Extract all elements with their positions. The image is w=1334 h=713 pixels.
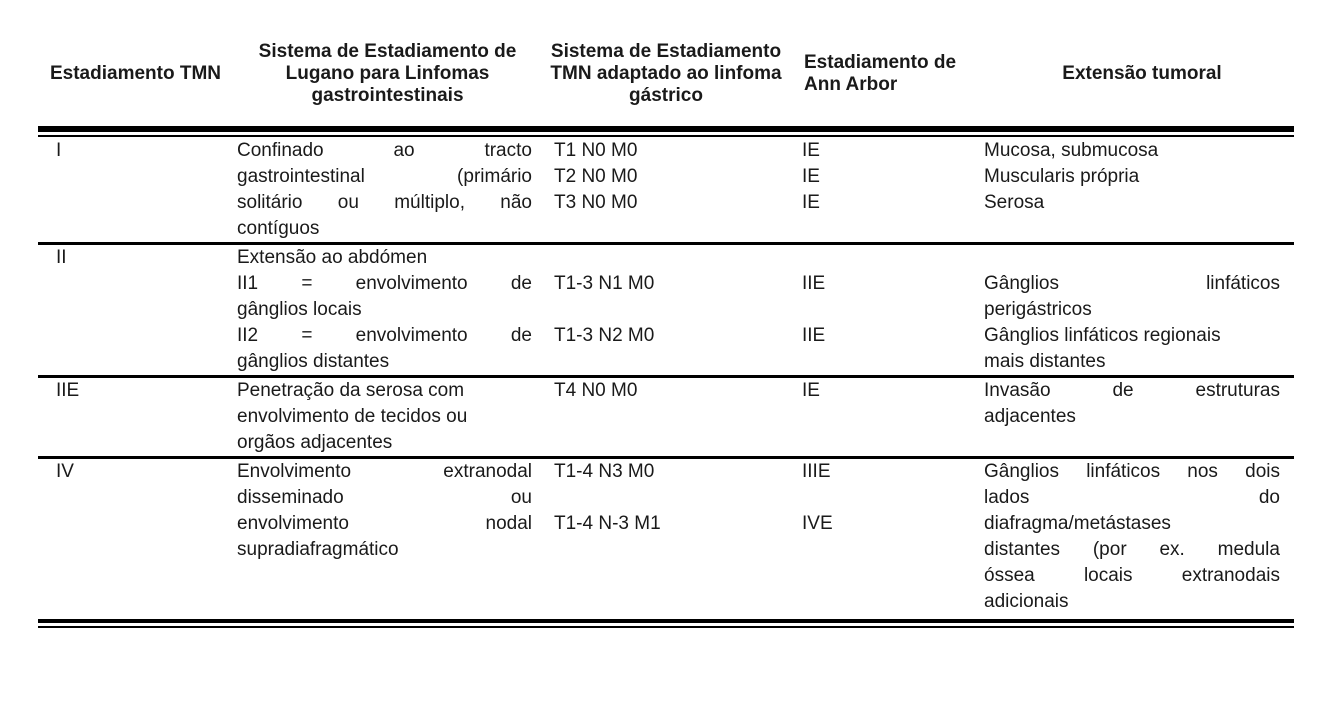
extension-line: Gânglios linfáticos regionais: [984, 325, 1221, 346]
lugano-line: orgãos adjacentes: [237, 432, 393, 453]
lugano-line: Confinado ao tracto: [237, 140, 532, 161]
lugano-line: disseminado ou: [237, 487, 532, 508]
header-ann-arbor: Estadiamento de Ann Arbor: [804, 52, 957, 95]
stage-cell: IIE: [56, 380, 80, 401]
lugano-line: II1 = envolvimento de: [237, 273, 532, 294]
staging-table: [38, 22, 1294, 628]
table-row: [38, 378, 1294, 456]
header-tmn-gastric: Sistema de Estadiamento TMN adaptado ao linfoma gástrico: [550, 41, 782, 106]
lugano-cell: [233, 138, 538, 242]
stage-cell: II: [56, 247, 67, 268]
bottom-rule-thick: [38, 619, 1294, 623]
header-tumor-extension: Extensão tumoral: [1062, 63, 1222, 84]
lugano-line: Penetração da serosa com: [237, 380, 465, 401]
extension-line: óssea locais extranodais: [984, 565, 1280, 586]
extension-line: mais distantes: [984, 351, 1106, 372]
tmn-line: T1-3 N1 M0: [554, 273, 655, 294]
stage-cell: IV: [56, 461, 74, 482]
tmn-cell: [538, 378, 788, 404]
extension-line: Invasão de estruturas: [984, 380, 1280, 401]
lugano-line: contíguos: [237, 218, 320, 239]
tmn-cell: [538, 459, 788, 537]
ann-arbor-cell: [788, 138, 978, 216]
extension-line: adicionais: [984, 591, 1069, 612]
lugano-line: supradiafragmático: [237, 539, 399, 560]
table-header: [38, 22, 1294, 126]
ann-arbor-line: IIIE: [802, 461, 831, 482]
ann-arbor-line: IE: [802, 166, 820, 187]
header-tmn-staging: Estadiamento TMN: [49, 63, 222, 84]
lugano-line: envolvimento nodal: [237, 513, 532, 534]
extension-line: lados do: [984, 487, 1280, 508]
tmn-cell: [538, 138, 788, 216]
extension-line: Serosa: [984, 192, 1045, 213]
extension-line: adjacentes: [984, 406, 1076, 427]
ann-arbor-cell: [788, 378, 978, 404]
lugano-line: solitário ou múltiplo, não: [237, 192, 532, 213]
tmn-line: T1-4 N3 M0: [554, 461, 655, 482]
tmn-line: T1-3 N2 M0: [554, 325, 655, 346]
tmn-cell: [538, 245, 788, 349]
lugano-cell: [233, 378, 538, 456]
header-rule-thin: [38, 135, 1294, 137]
extension-cell: [978, 138, 1294, 216]
header-lugano-system: Sistema de Estadiamento de Lugano para Linfomas gastrointestinais: [258, 41, 517, 106]
ann-arbor-line: IE: [802, 140, 820, 161]
lugano-line: Envolvimento extranodal: [237, 461, 532, 482]
table-row: [38, 138, 1294, 242]
extension-cell: [978, 459, 1294, 615]
lugano-line: II2 = envolvimento de: [237, 325, 532, 346]
header-rule-thick: [38, 126, 1294, 132]
lugano-line: envolvimento de tecidos ou: [237, 406, 468, 427]
tmn-line: T1-4 N-3 M1: [554, 513, 661, 534]
ann-arbor-line: IE: [802, 380, 820, 401]
ann-arbor-line: IIE: [802, 325, 826, 346]
ann-arbor-cell: [788, 459, 978, 537]
bottom-rule-thin: [38, 626, 1294, 628]
extension-line: Muscularis própria: [984, 166, 1140, 187]
ann-arbor-line: IVE: [802, 513, 833, 534]
ann-arbor-line: IIE: [802, 273, 826, 294]
lugano-line: gastrointestinal (primário: [237, 166, 532, 187]
lugano-cell: [233, 245, 538, 375]
tmn-line: T3 N0 M0: [554, 192, 638, 213]
extension-line: perigástricos: [984, 299, 1092, 320]
lugano-line: Extensão ao abdómen: [237, 247, 428, 268]
table-row: [38, 459, 1294, 615]
extension-line: distantes (por ex. medula: [984, 539, 1280, 560]
tmn-line: T4 N0 M0: [554, 380, 638, 401]
extension-cell: [978, 378, 1294, 430]
extension-line: Gânglios linfáticos: [984, 273, 1280, 294]
tmn-line: T1 N0 M0: [554, 140, 638, 161]
tmn-line: T2 N0 M0: [554, 166, 638, 187]
lugano-line: gânglios distantes: [237, 351, 390, 372]
ann-arbor-line: IE: [802, 192, 820, 213]
stage-cell: I: [56, 140, 62, 161]
extension-line: Gânglios linfáticos nos dois: [984, 461, 1280, 482]
lugano-line: gânglios locais: [237, 299, 362, 320]
ann-arbor-cell: [788, 245, 978, 349]
extension-line: diafragma/metástases: [984, 513, 1171, 534]
lugano-cell: [233, 459, 538, 563]
extension-line: Mucosa, submucosa: [984, 140, 1159, 161]
extension-cell: [978, 245, 1294, 375]
table-row: [38, 245, 1294, 375]
